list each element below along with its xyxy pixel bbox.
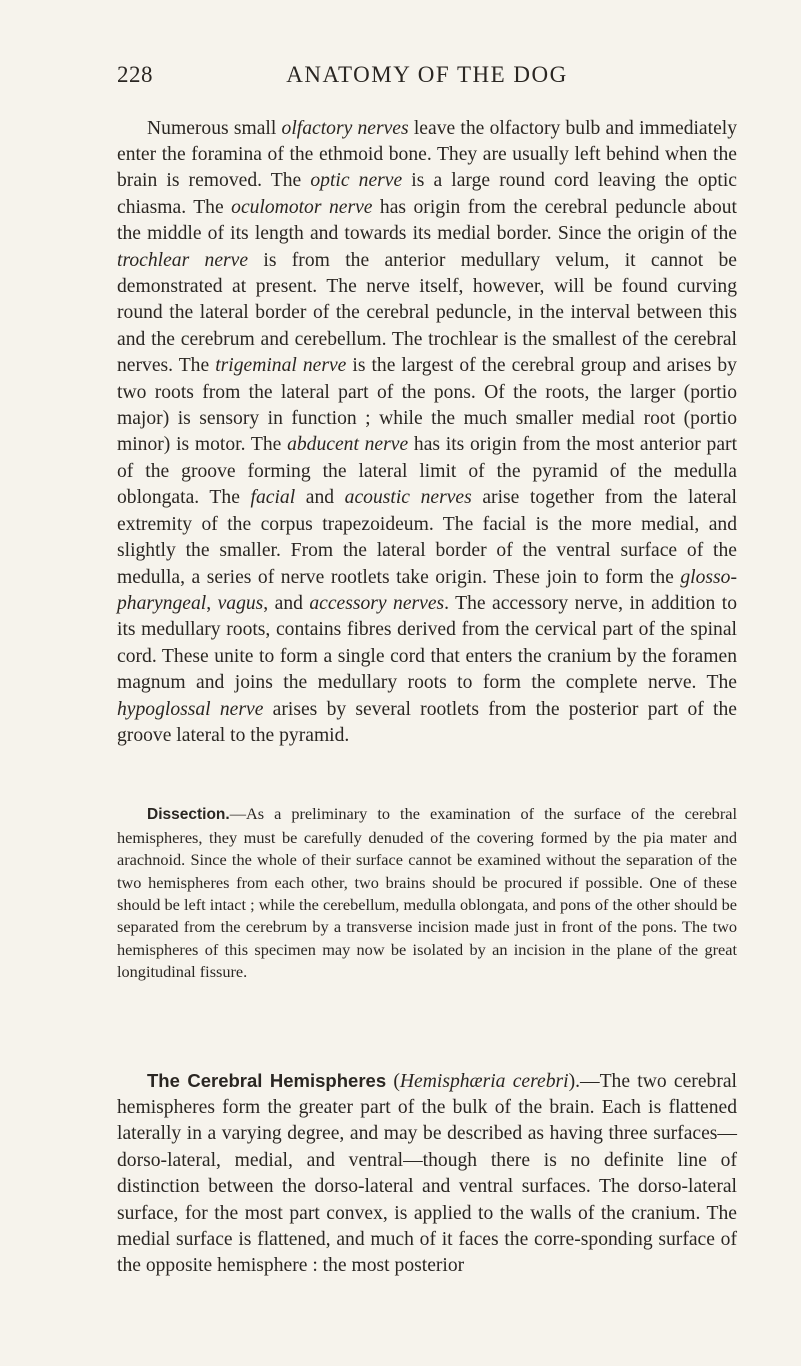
text-run: has its origin from the most anterior part of the groove forming the lateral limit of the pyramid of the medulla oblongata. The	[117, 434, 738, 509]
paragraph-cerebral-hemispheres	[117, 1068, 737, 1280]
term-optic-nerve: optic nerve	[310, 170, 403, 192]
text-run: —As a preliminary to the examination of the surface of the cerebral hemispheres, they must be carefully denuded of the covering formed by the pia mater and arachnoid. Since the whole of their surface cannot be examined without the separation of the two hemispheres from each other, two brains should be procured if possible. One of these should be left intact ; while the cerebellum, medulla oblongata, and pons of the other should be separated from the cerebrum by a transverse incision made just in front of the pons. The two hemispheres of this specimen may now be isolated by an incision in the plane of the great longitudinal fissure.	[117, 804, 737, 982]
term-vagus: vagus	[217, 592, 264, 614]
term-hypoglossal-nerve: hypoglossal nerve	[117, 698, 264, 720]
text-run: ).—The two cerebral hemispheres form the greater part of the bulk of the brain. Each is flattened laterally in a varying degree, and may be described as having three surfaces—dorso-lateral, medial, and ventral—though there is no definite line of distinction between the dorso-lateral and ventral surfaces. The dorso-lateral surface, for the most part convex, is applied to the walls of the cranium. The medial surface is flattened, and much of it faces the corre-sponding surface of the opposite hemisphere : the most posterior	[117, 1070, 737, 1277]
term-facial: facial	[250, 487, 296, 509]
text-run: is from the anterior medullary velum, it cannot be demonstrated at present. The nerve itself, however, will be found curving round the lateral border of the cerebral peduncle, in the interval between this and the cerebrum and cerebellum. The trochlear is the smallest of the cerebral nerves. The	[117, 249, 737, 377]
text-run: , and	[263, 592, 310, 614]
text-run: has origin from the cerebral peduncle about the middle of its length and towards its medial border. Since the origin of the	[117, 196, 737, 245]
term-trigeminal-nerve: trigeminal nerve	[215, 355, 347, 377]
page-number: 228	[117, 62, 153, 87]
text-run: arise together from the lateral extremity of the corpus trapezoideum. The facial is the more medial, and slightly the smaller. From the lateral border of the ventral surface of the medulla, a series of nerve rootlets take origin. These join to form the	[117, 487, 737, 588]
term-oculomotor-nerve: oculomotor nerve	[231, 196, 373, 218]
page-header	[117, 62, 737, 96]
term-abducent-nerve: abducent nerve	[287, 434, 409, 456]
term-accessory-nerves: accessory nerves	[309, 592, 445, 614]
text-run: (	[386, 1070, 400, 1092]
text-run: arises by several rootlets from the posterior part of the groove lateral to the pyramid.	[117, 698, 737, 746]
text-run: is a large round cord leaving the optic chiasma. The	[117, 170, 737, 218]
text-run: . The accessory nerve, in addition to its medullary roots, contains fibres derived from the cervical part of the spinal cord. These unite to form a single cord that enters the cranium by the foramen magnum and joins the medullary roots to form the complete nerve. The	[117, 592, 737, 694]
dissection-heading: Dissection.	[147, 806, 230, 824]
term-hemisphaeria-cerebri: Hemisphæria cerebri	[399, 1070, 569, 1092]
text-run: is the largest of the cerebral group and arises by two roots from the lateral part of the pons. Of the roots, the larger (portio major) is sensory in function ; while the much smaller medial root (portio minor) is motor. The	[117, 355, 737, 456]
term-olfactory-nerves: olfactory nerves	[281, 117, 409, 139]
text-run: Numerous small	[147, 117, 282, 139]
text-run: and	[295, 487, 345, 509]
term-glosso-pharyngeal: glosso-pharyngeal	[117, 566, 737, 614]
text-run: ,	[206, 592, 218, 614]
term-acoustic-nerves: acoustic nerves	[344, 487, 472, 509]
text-run: leave the olfactory bulb and immediately enter the foramina of the ethmoid bone. They are usually left behind when the brain is removed. The	[117, 117, 738, 192]
paragraph-cerebral-nerves	[117, 116, 737, 750]
paragraph-dissection	[117, 803, 737, 983]
running-head: ANATOMY OF THE DOG	[286, 62, 568, 87]
term-trochlear-nerve: trochlear nerve	[117, 249, 249, 271]
section-heading-cerebral-hemispheres: The Cerebral Hemispheres	[147, 1069, 387, 1091]
